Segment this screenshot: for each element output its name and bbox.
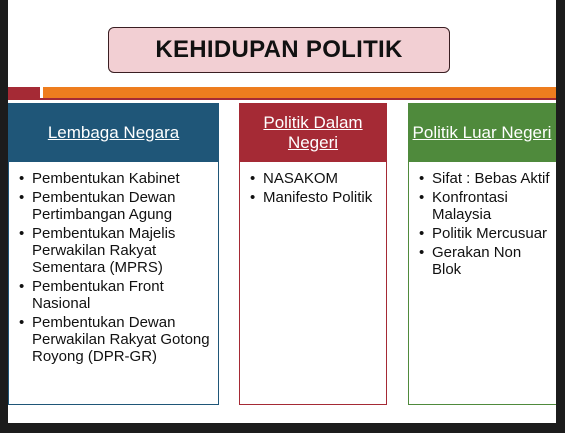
accent-divider-line: [8, 98, 556, 100]
frame-left-border: [0, 0, 8, 433]
list-item: • Pembentukan Kabinet: [16, 170, 212, 187]
column-header-label: Politik Dalam Negeri: [263, 112, 363, 152]
bullet-list: [416, 170, 550, 278]
bullet-list: [247, 170, 380, 206]
list-item: • Sifat : Bebas Aktif: [416, 170, 550, 187]
list-item: • Pembentukan Front Nasional: [16, 278, 212, 312]
list-item: • Pembentukan Dewan Perwakilan Rakyat Gotong Royong (DPR-GR): [16, 314, 212, 365]
column-header-label: Politik Luar Negeri: [412, 122, 552, 142]
column-header-politik-luar-negeri: [408, 103, 556, 162]
bullet-list: [16, 170, 212, 365]
list-item: • Konfrontasi Malaysia: [416, 189, 550, 223]
column-header-lembaga-negara: [8, 103, 219, 162]
column-header-label: Lembaga Negara: [47, 122, 180, 142]
column-body-politik-dalam-negeri: [239, 162, 387, 405]
column-header-politik-dalam-negeri: [239, 103, 387, 162]
list-item: • Manifesto Politik: [247, 189, 380, 206]
accent-strip-red: [8, 87, 40, 98]
list-item: • Pembentukan Majelis Perwakilan Rakyat Sementara (MPRS): [16, 225, 212, 276]
frame-bottom-border: [0, 423, 565, 433]
list-item: • Gerakan Non Blok: [416, 244, 550, 278]
column-body-politik-luar-negeri: [408, 162, 556, 405]
accent-strip-orange: [43, 87, 556, 98]
column-body-lembaga-negara: [8, 162, 219, 405]
list-item: • NASAKOM: [247, 170, 380, 187]
page-title: KEHIDUPAN POLITIK: [108, 27, 450, 73]
list-item: • Pembentukan Dewan Pertimbangan Agung: [16, 189, 212, 223]
list-item: • Politik Mercusuar: [416, 225, 550, 242]
frame-right-border: [556, 0, 565, 433]
